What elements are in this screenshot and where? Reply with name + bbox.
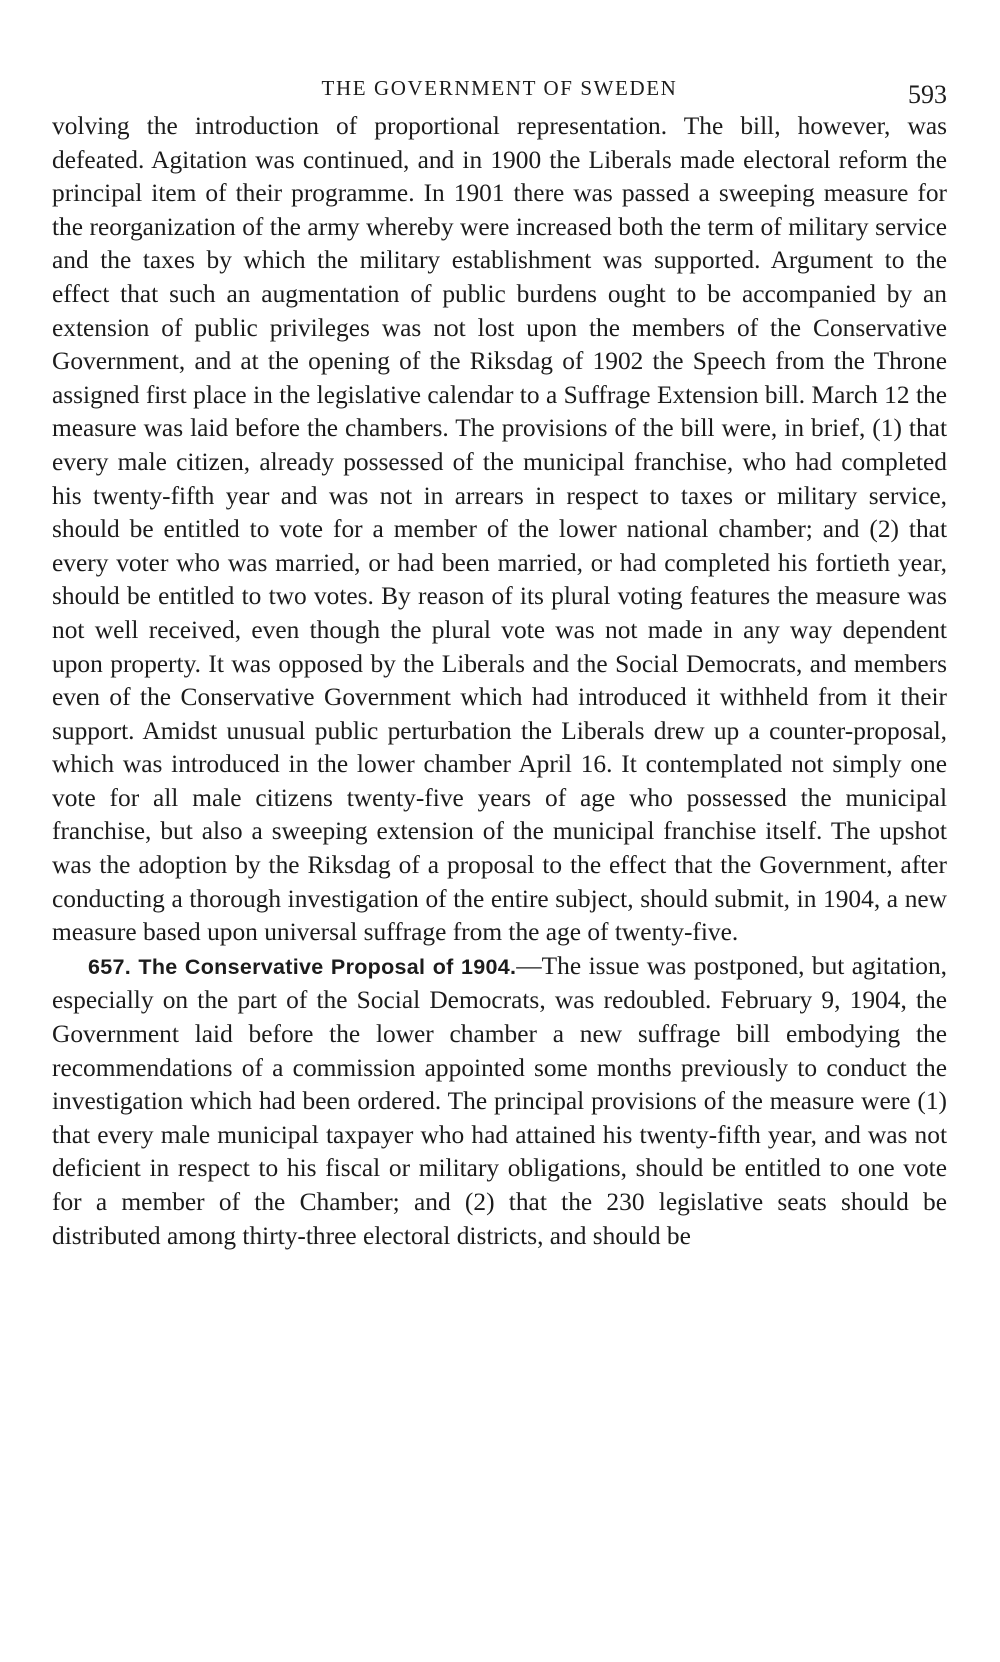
paragraph-continuation: volving the introduction of proportional representation. The bill, however, was defeated. Agitation was continued, and in 1900 the Liberals made electoral reform the principal item of their programme. In 1901 there was passed a sweeping measure for the reorganization of the army whereby were increased both the term of military service and the taxes by which the military establishment was supported. Argument to the effect that such an augmentation of public burdens ought to be accompanied by an extension of public privileges was not lost upon the members of the Conservative Government, and at the opening of the Riksdag of 1902 the Speech from the Throne assigned first place in the legislative calendar to a Suffrage Extension bill. March 12 the measure was laid before the chambers. The provisions of the bill were, in brief, (1) that every male citizen, already possessed of the municipal franchise, who had completed his twenty-fifth year and was not in arrears in respect to taxes or military service, should be entitled to vote for a member of the lower national chamber; and (2) that every voter who was married, or had been married, or had completed his fortieth year, should be entitled to two votes. By reason of its plural voting features the measure was not well received, even though the plural vote was not made in any way dependent upon property. It was opposed by the Liberals and the Social Democrats, and members even of the Conservative Government which had introduced it withheld from it their support. Amidst unusual public perturbation the Liberals drew up a counter-proposal, which was introduced in the lower chamber April 16. It contemplated not simply one vote for all male citizens twenty-five years of age who possessed the municipal franchise, but also a sweeping extension of the municipal franchise itself. The upshot was the adoption by the Riksdag of a proposal to the effect that the Government, after conducting a thorough investigation of the entire subject, should submit, in 1904, a new measure based upon universal suffrage from the age of twenty-five. (52, 112, 947, 947)
running-title: THE GOVERNMENT OF SWEDEN (321, 76, 678, 100)
page-number: 593 (908, 80, 947, 109)
section-body-text: —The issue was postponed, but agitation, especially on the part of the Social Democrats, was redoubled. February 9, 1904, the Government laid before the lower chamber a new suffrage bill embodying the recommendations of a commission appointed some months previously to conduct the investigation which had been ordered. The principal provisions of the measure were (1) that every male municipal taxpayer who had attained his twenty-fifth year, and was not deficient in respect to his fiscal or military obligations, should be entitled to one vote for a member of the Chamber; and (2) that the 230 legislative seats should be distributed among thirty-three electoral districts, and should be (52, 951, 947, 1250)
book-page (52, 70, 947, 1253)
section-paragraph (52, 950, 947, 1253)
body-text (52, 110, 947, 1253)
section-heading: 657. The Conservative Proposal of 1904. (88, 954, 517, 979)
running-header (52, 70, 947, 110)
